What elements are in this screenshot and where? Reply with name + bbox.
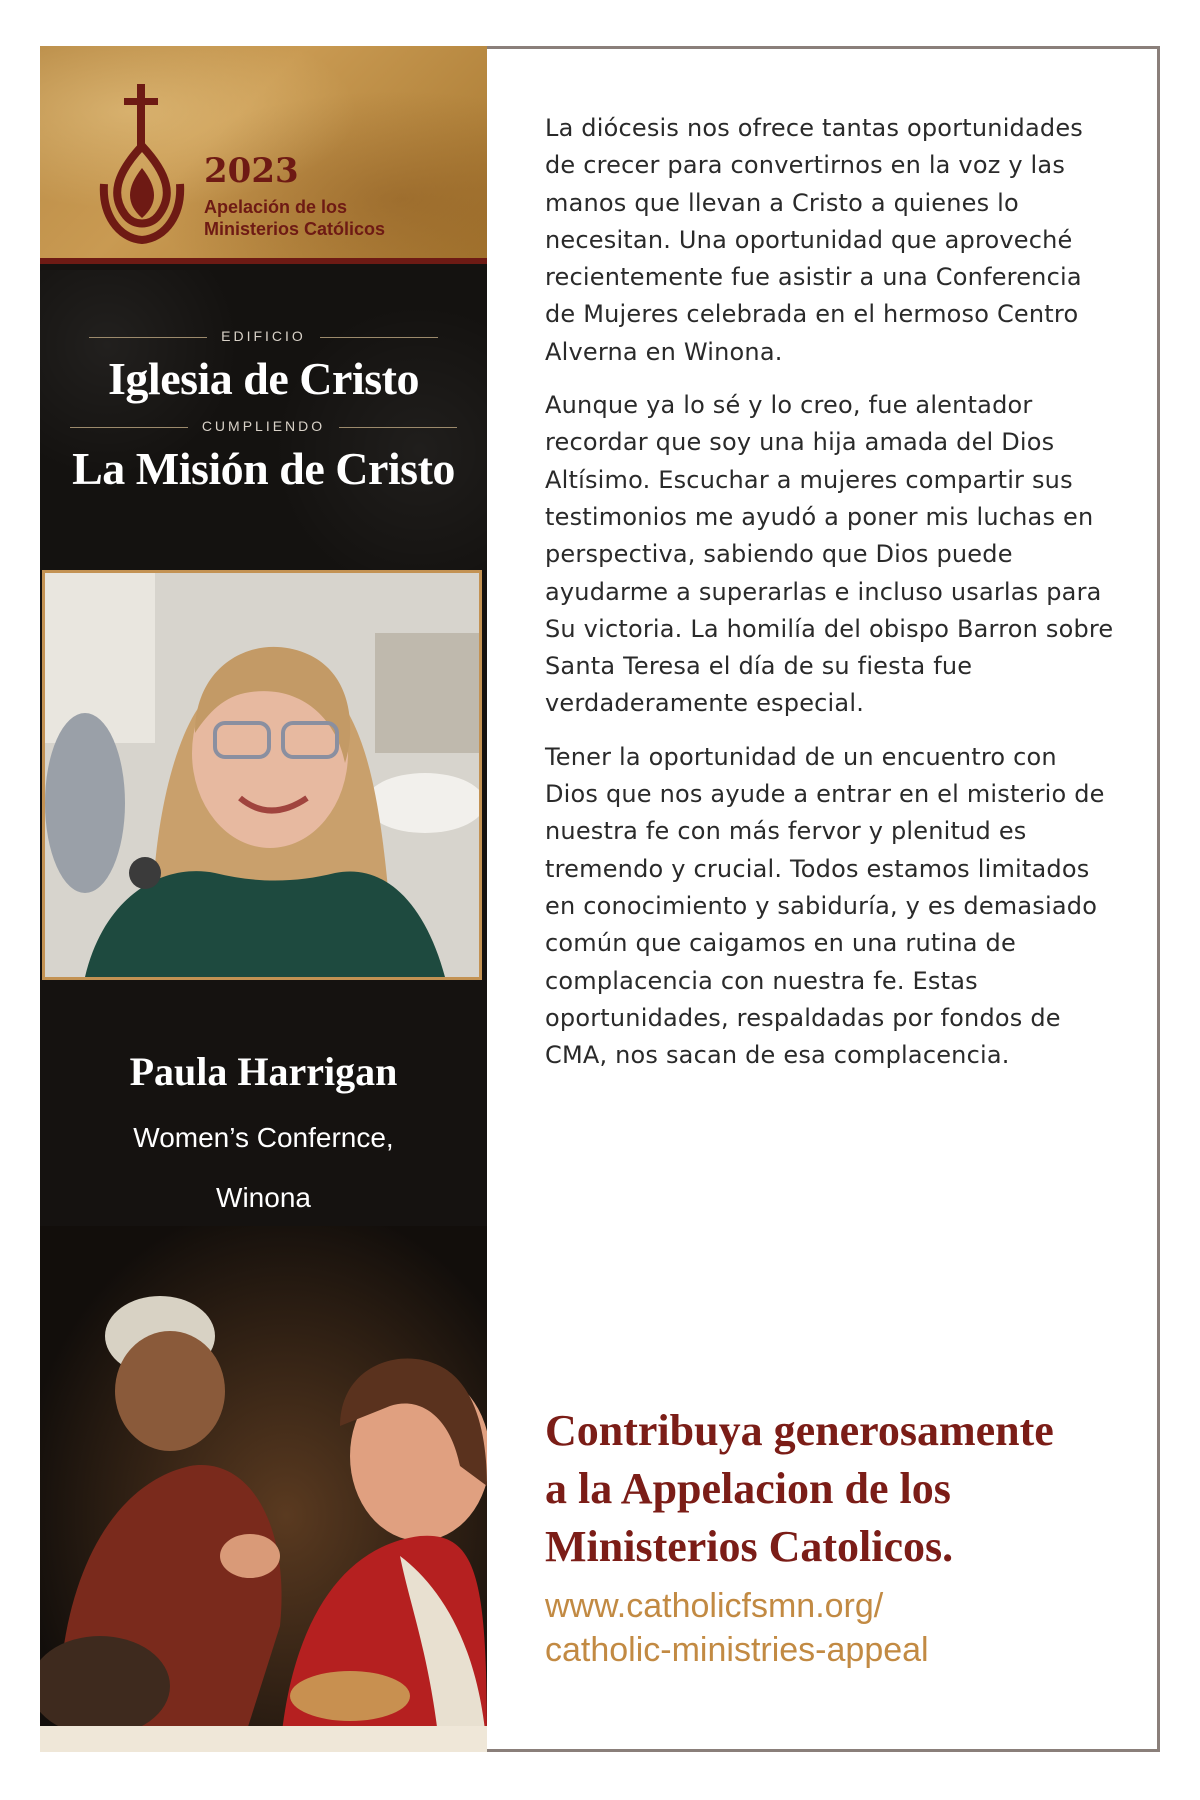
event-line1: Women’s Confernce, xyxy=(133,1122,394,1153)
logo-name-line2: Ministerios Católicos xyxy=(204,219,386,239)
divider xyxy=(40,258,487,264)
cta-line1: Contribuya generosamente xyxy=(545,1406,1054,1455)
left-panel xyxy=(40,46,487,1752)
logo-name xyxy=(204,196,385,240)
appeal-link[interactable] xyxy=(545,1584,1125,1672)
cta-line3: Ministerios Catolicos. xyxy=(545,1522,954,1571)
body-paragraph-1: La diócesis nos ofrece tantas oportunidades de crecer para convertirnos en la voz y las manos que llevan a Cristo a quienes lo necesitan. Una oportunidad que aproveché recientemente fue asistir a una Conferencia de Mujeres celebrada en el hermoso Centro Alverna en Winona. xyxy=(545,114,1084,366)
portrait-illustration xyxy=(45,573,479,977)
kicker-cumpliendo: CUMPLIENDO xyxy=(40,418,487,434)
body-text-column xyxy=(545,110,1115,1090)
cta-line2: a la Appelacion de los xyxy=(545,1464,951,1513)
cross-flame-logo-icon xyxy=(96,84,188,244)
title-iglesia: Iglesia de Cristo xyxy=(108,353,419,404)
appeal-link-line2[interactable]: catholic-ministries-appeal xyxy=(545,1631,929,1669)
supper-painting-illustration xyxy=(40,1226,487,1752)
logo-name-line1: Apelación de los xyxy=(204,197,348,217)
call-to-action xyxy=(545,1402,1125,1576)
logo-band xyxy=(40,46,487,264)
event-line2: Winona xyxy=(216,1182,311,1213)
body-paragraph-2: Aunque ya lo sé y lo creo, fue alentador recordar que soy una hija amada del Dios Altísimo. Escuchar a mujeres compartir sus testimonios me ayudó a poner mis luchas en perspectiva, sabiendo que Dios puede ayudarme a superarlas e incluso usarlas para Su victoria. La homilía del obispo Barron sobre Santa Teresa el día de su fiesta fue verdaderamente especial. xyxy=(545,391,1114,718)
portrait-photo xyxy=(42,570,482,980)
title-mision: La Misión de Cristo xyxy=(72,443,455,494)
appeal-link-line1[interactable]: www.catholicfsmn.org/ xyxy=(545,1587,884,1625)
logo-year: 2023 xyxy=(204,151,299,191)
title-band xyxy=(40,270,487,570)
kicker-edificio: EDIFICIO xyxy=(40,328,487,344)
person-name: Paula Harrigan xyxy=(129,1049,398,1094)
body-paragraph-3: Tener la oportunidad de un encuentro con Dios que nos ayude a entrar en el misterio de nuestra fe con más fervor y plenitud es tremendo y crucial. Todos estamos limitados en conocimiento y sabiduría, y es demasiado común que caigamos en una rutina de complacencia con nuestra fe. Estas oportunidades, respaldadas por fondos de CMA, nos sacan de esa complacencia. xyxy=(545,742,1105,1070)
